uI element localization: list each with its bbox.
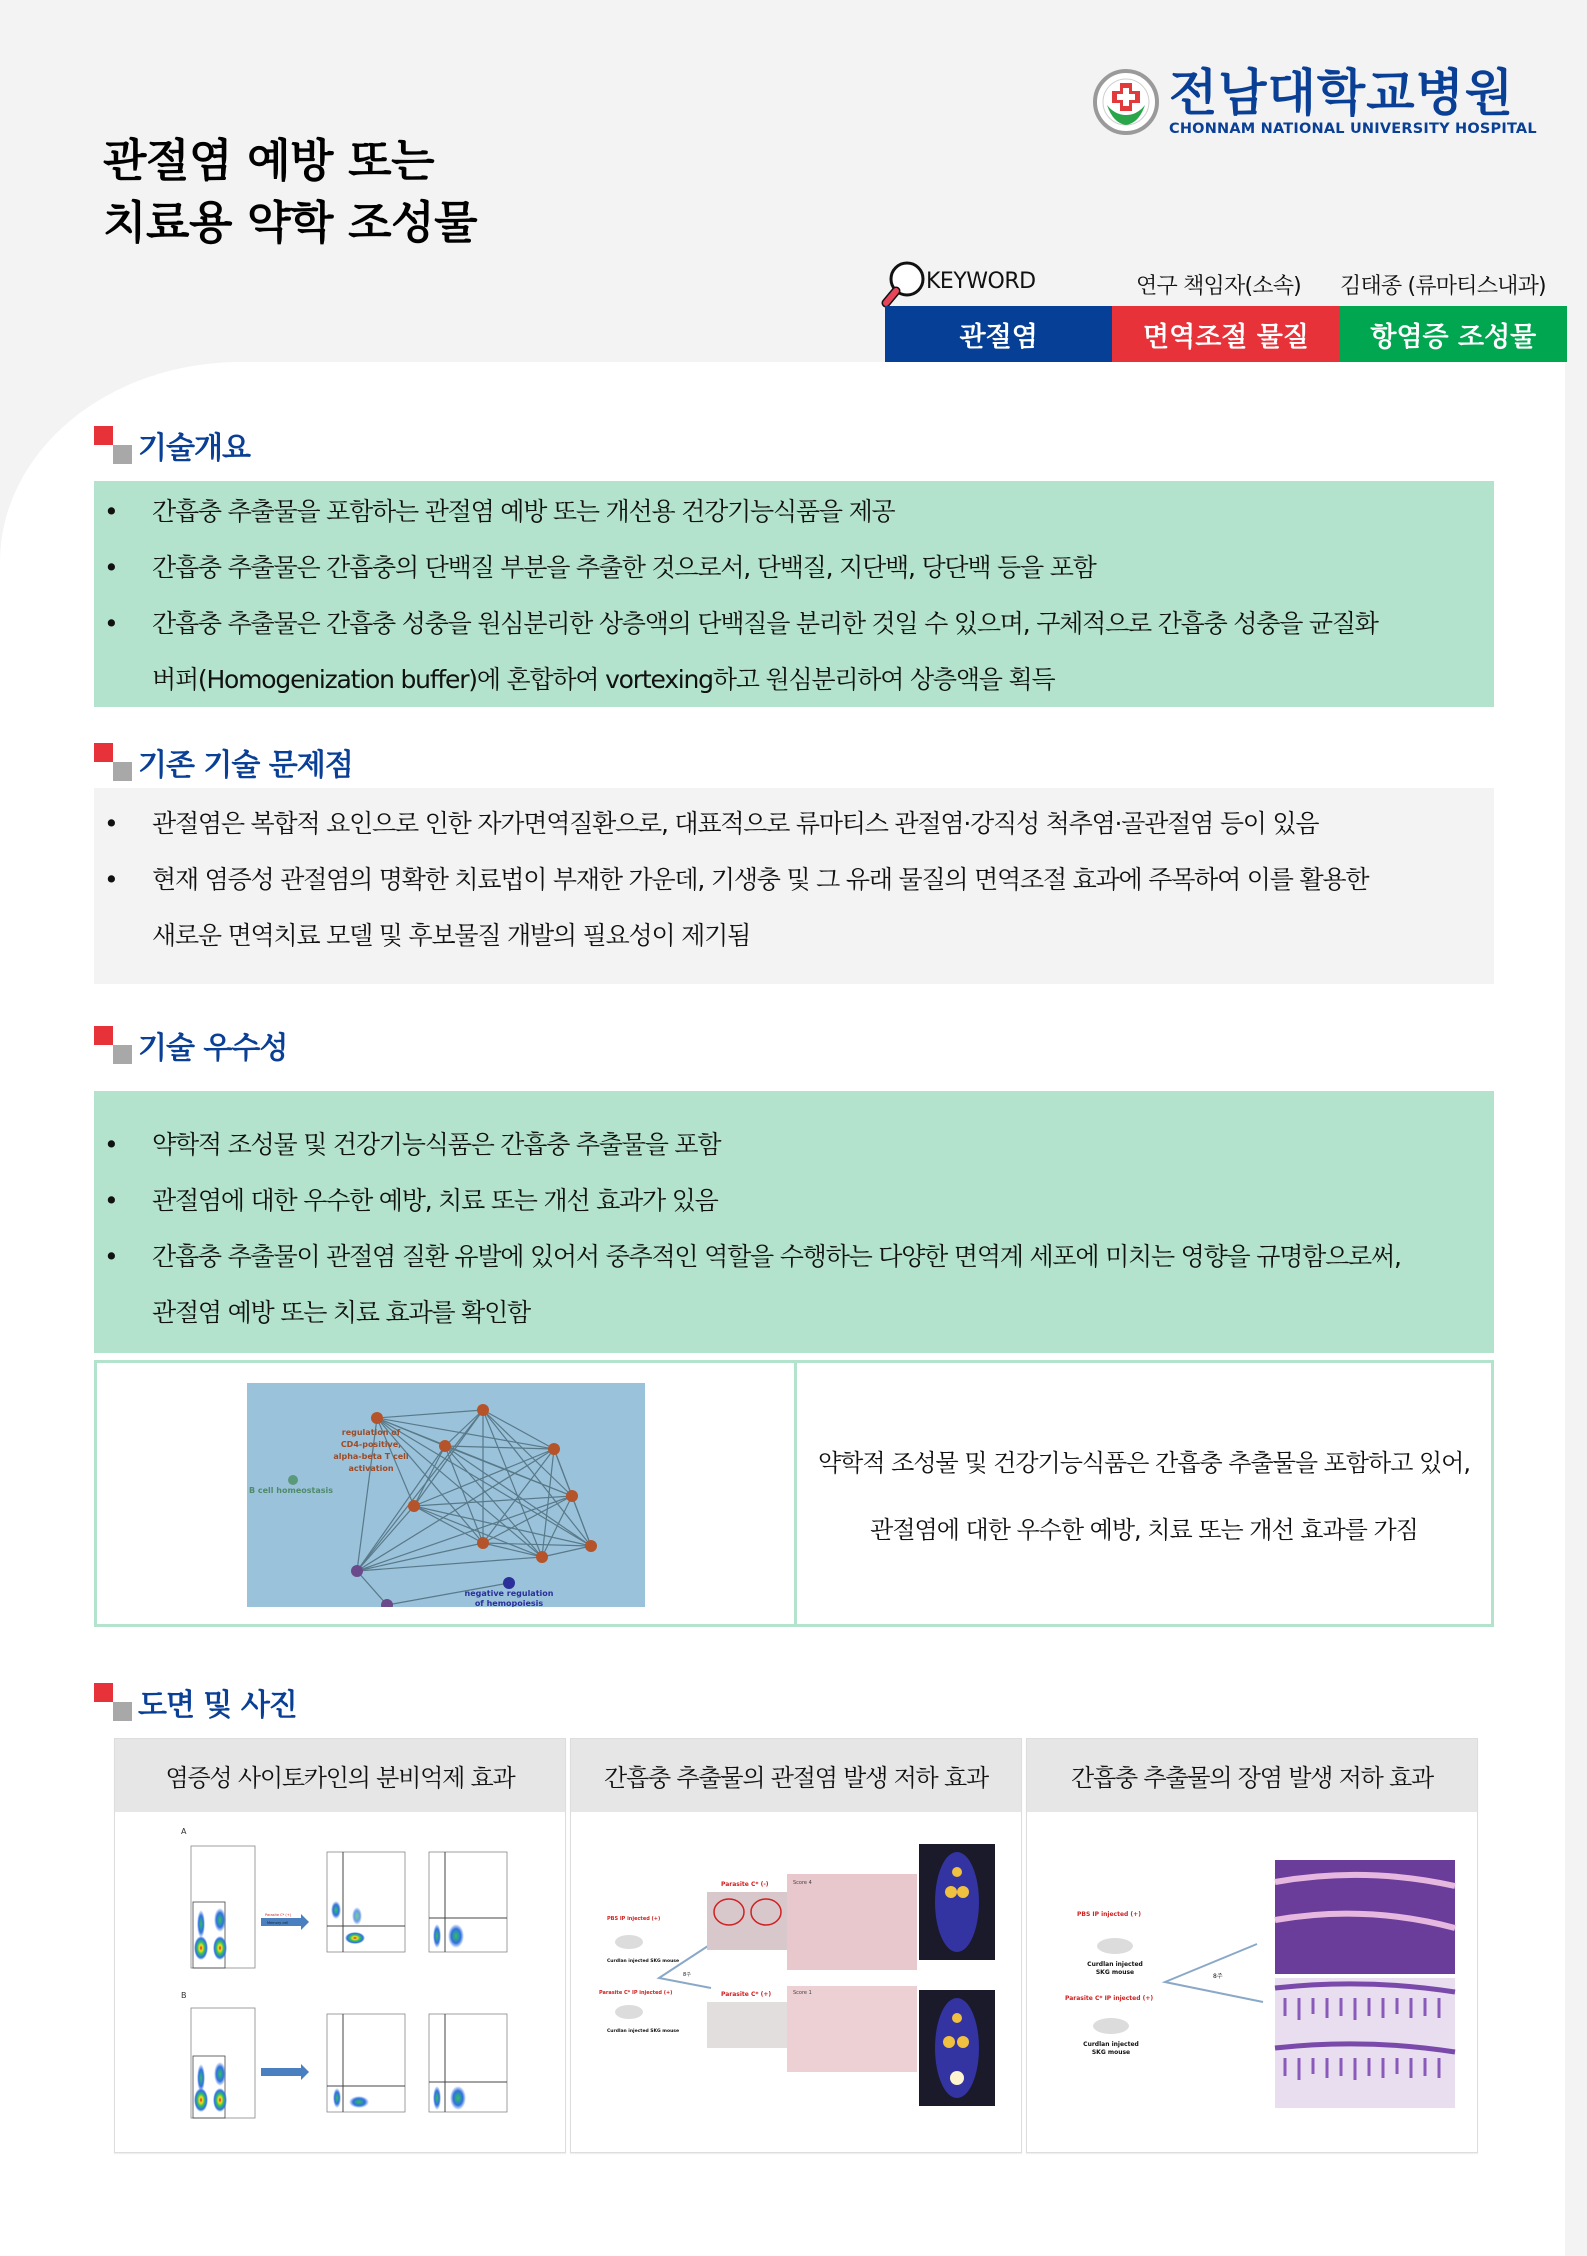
svg-text:Parasite C* IP injected (+): Parasite C* IP injected (+) <box>1065 1995 1154 2002</box>
svg-text:SKG mouse: SKG mouse <box>1095 1969 1135 1976</box>
title-line-2: 치료용 약학 조성물 <box>103 196 478 249</box>
svg-text:activation: activation <box>348 1464 394 1473</box>
section-marker-icon <box>94 1026 132 1064</box>
list-item-continuation: 버퍼(Homogenization buffer)에 혼합하여 vortexing하고 원심분리하여 상층액을 획득 <box>152 665 1055 694</box>
photo-column-arthritis <box>570 1738 1022 2153</box>
svg-text:Memory cell: Memory cell <box>267 1921 289 1925</box>
svg-text:8주: 8주 <box>1213 1973 1223 1980</box>
svg-text:Curdlan injected SKG mouse: Curdlan injected SKG mouse <box>607 2029 679 2034</box>
advantages-figure-row <box>94 1360 1494 1627</box>
svg-text:Score 1: Score 1 <box>793 1990 812 1996</box>
problems-box <box>94 788 1494 984</box>
logo-english-name: CHONNAM NATIONAL UNIVERSITY HOSPITAL <box>1169 121 1537 137</box>
photo-column-header: 간흡충 추출물의 장염 발생 저하 효과 <box>1027 1739 1477 1812</box>
svg-text:Curdlan injected: Curdlan injected <box>1087 1961 1143 1968</box>
magnifier-icon <box>880 260 926 310</box>
section-heading-overview <box>94 423 250 467</box>
svg-text:SKG mouse: SKG mouse <box>1091 2049 1131 2056</box>
svg-text:alpha-beta T cell: alpha-beta T cell <box>333 1452 409 1461</box>
list-item-continuation: 관절염 예방 또는 치료 효과를 확인함 <box>152 1298 530 1327</box>
section-marker-icon <box>94 1683 132 1721</box>
keyword-label: KEYWORD <box>926 269 1036 294</box>
svg-text:PBS IP injected (+): PBS IP injected (+) <box>607 1916 661 1922</box>
figure-caption-cell <box>797 1363 1491 1624</box>
researcher-label: 연구 책임자(소속) <box>1136 274 1301 299</box>
colitis-histology-image <box>1027 1812 1477 2152</box>
overview-box <box>94 481 1494 707</box>
svg-text:PBS IP injected (+): PBS IP injected (+) <box>1077 1911 1141 1918</box>
advantages-box <box>94 1091 1494 1353</box>
svg-text:B cell homeostasis: B cell homeostasis <box>248 1486 334 1495</box>
keyword-meta-row <box>880 264 1567 304</box>
keyword-tag: 항염증 조성물 <box>1340 306 1567 362</box>
list-item: • 간흡충 추출물은 간흡충 성충을 원심분리한 상층액의 단백질을 분리한 것일 수 있으며, 구체적으로 간흡충 성충을 균질화 <box>104 609 1378 638</box>
flow-cytometry-image <box>115 1812 565 2152</box>
svg-text:of hemopoiesis: of hemopoiesis <box>474 1599 544 1607</box>
list-item: • 간흡충 추출물은 간흡충의 단백질 부분을 추출한 것으로서, 단백질, 지단백, 당단백 등을 포함 <box>104 553 1096 582</box>
list-item: • 관절염에 대한 우수한 예방, 치료 또는 개선 효과가 있음 <box>104 1186 718 1215</box>
figure-caption-line: 관절염에 대한 우수한 예방, 치료 또는 개선 효과를 가짐 <box>870 1515 1418 1544</box>
keyword-tag: 면역조절 물질 <box>1112 306 1339 362</box>
photo-column-header: 간흡충 추출물의 관절염 발생 저하 효과 <box>571 1739 1021 1812</box>
photo-column-header: 염증성 사이토카인의 분비억제 효과 <box>115 1739 565 1812</box>
section-title: 기술개요 <box>138 431 250 466</box>
keyword-bar <box>885 306 1567 362</box>
photo-column-cytokine <box>114 1738 566 2153</box>
svg-text:Parasite C* (+): Parasite C* (+) <box>265 1913 292 1917</box>
list-item: • 현재 염증성 관절염의 명확한 치료법이 부재한 가운데, 기생충 및 그 유래 물질의 면역조절 효과에 주목하여 이를 활용한 <box>104 865 1369 894</box>
section-title: 기존 기술 문제점 <box>138 748 353 783</box>
svg-text:Parasite C* (-): Parasite C* (-) <box>721 1881 769 1888</box>
keyword-tag: 관절염 <box>885 306 1112 362</box>
svg-text:Parasite C* (+): Parasite C* (+) <box>721 1991 772 1998</box>
list-item: • 간흡충 추출물이 관절염 질환 유발에 있어서 중추적인 역할을 수행하는 다양한 면역계 세포에 미치는 영향을 규명함으로써, <box>104 1242 1401 1271</box>
section-title: 도면 및 사진 <box>138 1688 297 1723</box>
svg-text:A: A <box>181 1827 187 1836</box>
svg-text:CD4-positive,: CD4-positive, <box>340 1440 402 1449</box>
svg-text:Curdlan injected: Curdlan injected <box>1083 2041 1139 2048</box>
svg-text:Curdlan injected SKG mouse: Curdlan injected SKG mouse <box>607 1959 679 1964</box>
section-heading-problems <box>94 740 353 784</box>
svg-text:negative regulation: negative regulation <box>464 1589 554 1598</box>
svg-text:B: B <box>181 1991 187 2000</box>
network-figure-cell <box>97 1363 797 1624</box>
section-heading-advantages <box>94 1023 287 1067</box>
photo-column-colitis <box>1026 1738 1478 2153</box>
svg-text:Parasite C* IP injected (+): Parasite C* IP injected (+) <box>599 1990 673 1996</box>
list-item: • 관절염은 복합적 요인으로 인한 자가면역질환으로, 대표적으로 류마티스 관절염·강직성 척추염·골관절염 등이 있음 <box>104 809 1319 838</box>
list-item: • 간흡충 추출물을 포함하는 관절염 예방 또는 개선용 건강기능식품을 제공 <box>104 497 895 526</box>
list-item-continuation: 새로운 면역치료 모델 및 후보물질 개발의 필요성이 제기됨 <box>152 921 751 950</box>
title-line-1: 관절염 예방 또는 <box>103 134 435 187</box>
svg-text:8주: 8주 <box>683 1972 692 1978</box>
logo-korean-name: 전남대학교병원 <box>1169 64 1515 122</box>
section-marker-icon <box>94 743 132 781</box>
figure-caption-line: 약학적 조성물 및 건강기능식품은 간흡충 추출물을 포함하고 있어, <box>818 1448 1470 1477</box>
page-title <box>103 130 477 254</box>
section-marker-icon <box>94 426 132 464</box>
arthritis-mouse-image <box>571 1812 1021 2152</box>
gene-network-image <box>247 1383 645 1607</box>
section-heading-photos <box>94 1680 297 1724</box>
researcher-name: 김태종 (류마티스내과) <box>1340 274 1546 299</box>
hospital-logo <box>1093 62 1563 142</box>
svg-text:Score 4: Score 4 <box>793 1880 812 1886</box>
list-item: • 약학적 조성물 및 건강기능식품은 간흡충 추출물을 포함 <box>104 1130 721 1159</box>
section-title: 기술 우수성 <box>138 1031 288 1066</box>
hospital-emblem-icon <box>1093 69 1159 135</box>
svg-text:regulation of: regulation of <box>341 1428 401 1437</box>
photos-table <box>114 1738 1468 2153</box>
